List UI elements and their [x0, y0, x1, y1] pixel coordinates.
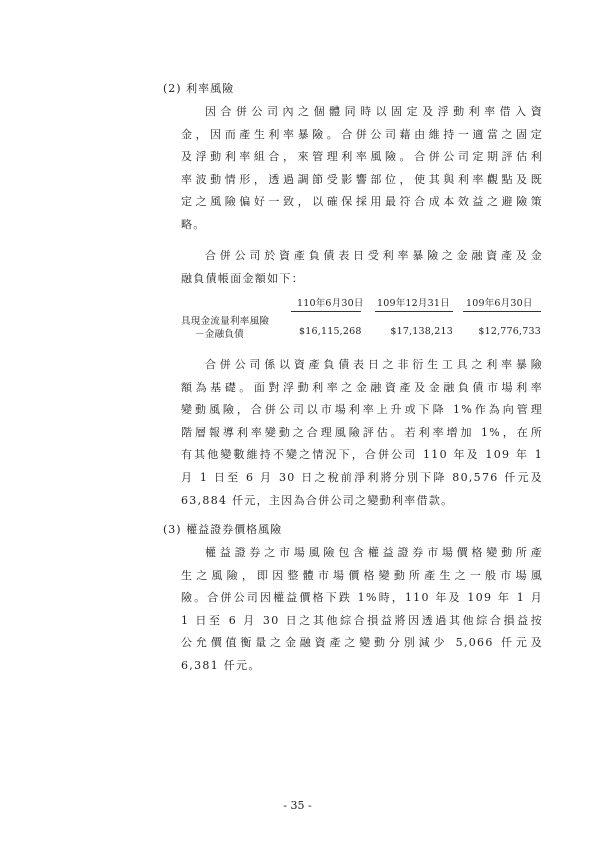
text-line: 1 日至 6 月 30 日之其他綜合損益將因透過其他綜合損益按 — [181, 613, 543, 627]
text-line: 融負債帳面金額如下： — [181, 271, 304, 285]
table-row-label: －金融負債 — [195, 329, 245, 340]
table-cell: $16,115,268 — [299, 326, 362, 337]
text-line: 63,884 仟元，主因為合併公司之變動利率借款。 — [181, 493, 454, 507]
paragraph-sensitivity-analysis — [181, 354, 543, 512]
paragraph-exposure-intro — [181, 245, 543, 290]
text-line: 額為基礎。面對浮動利率之金融資產及金融負債市場利率 — [181, 380, 543, 394]
table-header: 109年6月30日 — [466, 298, 533, 309]
text-line: 略。 — [181, 217, 206, 231]
header-underline — [291, 311, 361, 312]
table-row-group-label: 具現金流量利率風險 — [181, 316, 270, 327]
text-line: 定之風險偏好一致，以確保採用最符合成本效益之避險策 — [181, 195, 543, 209]
text-line: 月 1 日至 6 月 30 日之稅前淨利將分別下降 80,576 仟元及 — [181, 470, 543, 484]
text-line: 6,381 仟元。 — [181, 658, 261, 672]
page-number: - 35 - — [283, 799, 312, 812]
text-line: 有其他變數維持不變之情況下，合併公司 110 年及 109 年 1 — [181, 448, 543, 462]
text-line: 生之風險，即因整體市場價格變動所產生之一般市場風 — [181, 568, 543, 582]
text-line: 率波動情形，透過調節受影響部位，使其與利率觀點及既 — [181, 172, 543, 186]
text-line: 險。合併公司因權益價格下跌 1%時，110 年及 109 年 1 月 — [181, 591, 543, 605]
text-line: 及浮動利率組合，來管理利率風險。合併公司定期評估利 — [181, 150, 543, 164]
text-line: 變動風險，合併公司以市場利率上升或下降 1%作為向管理 — [181, 403, 543, 417]
table-header: 110年6月30日 — [297, 298, 364, 309]
paragraph-equity-price-risk — [181, 542, 543, 678]
table-cell: $12,776,733 — [478, 326, 541, 337]
section-heading-interest-rate-risk: (2) 利率風險 — [163, 82, 235, 95]
header-underline — [375, 311, 453, 312]
table-header: 109年12月31日 — [377, 298, 450, 309]
section-heading-equity-price-risk: (3) 權益證券價格風險 — [163, 523, 283, 536]
text-line: 合併公司於資產負債表日受利率暴險之金融資產及金 — [205, 249, 543, 262]
header-underline — [463, 311, 541, 312]
text-line: 因合併公司內之個體同時以固定及浮動利率借入資 — [205, 105, 543, 118]
table-cell: $17,138,213 — [390, 326, 453, 337]
paragraph-interest-rate-risk-intro — [181, 101, 543, 237]
text-line: 階層報導利率變動之合理風險評估。若利率增加 1%，在所 — [181, 425, 543, 439]
text-line: 權益證券之市場風險包含權益證券市場價格變動所產 — [205, 546, 543, 559]
text-line: 金，因而產生利率暴險。合併公司藉由維持一適當之固定 — [181, 127, 543, 141]
text-line: 公允價值衡量之金融資產之變動分別減少 5,066 仟元及 — [181, 636, 543, 650]
text-line: 合併公司係以資產負債表日之非衍生工具之利率暴險 — [205, 358, 543, 371]
